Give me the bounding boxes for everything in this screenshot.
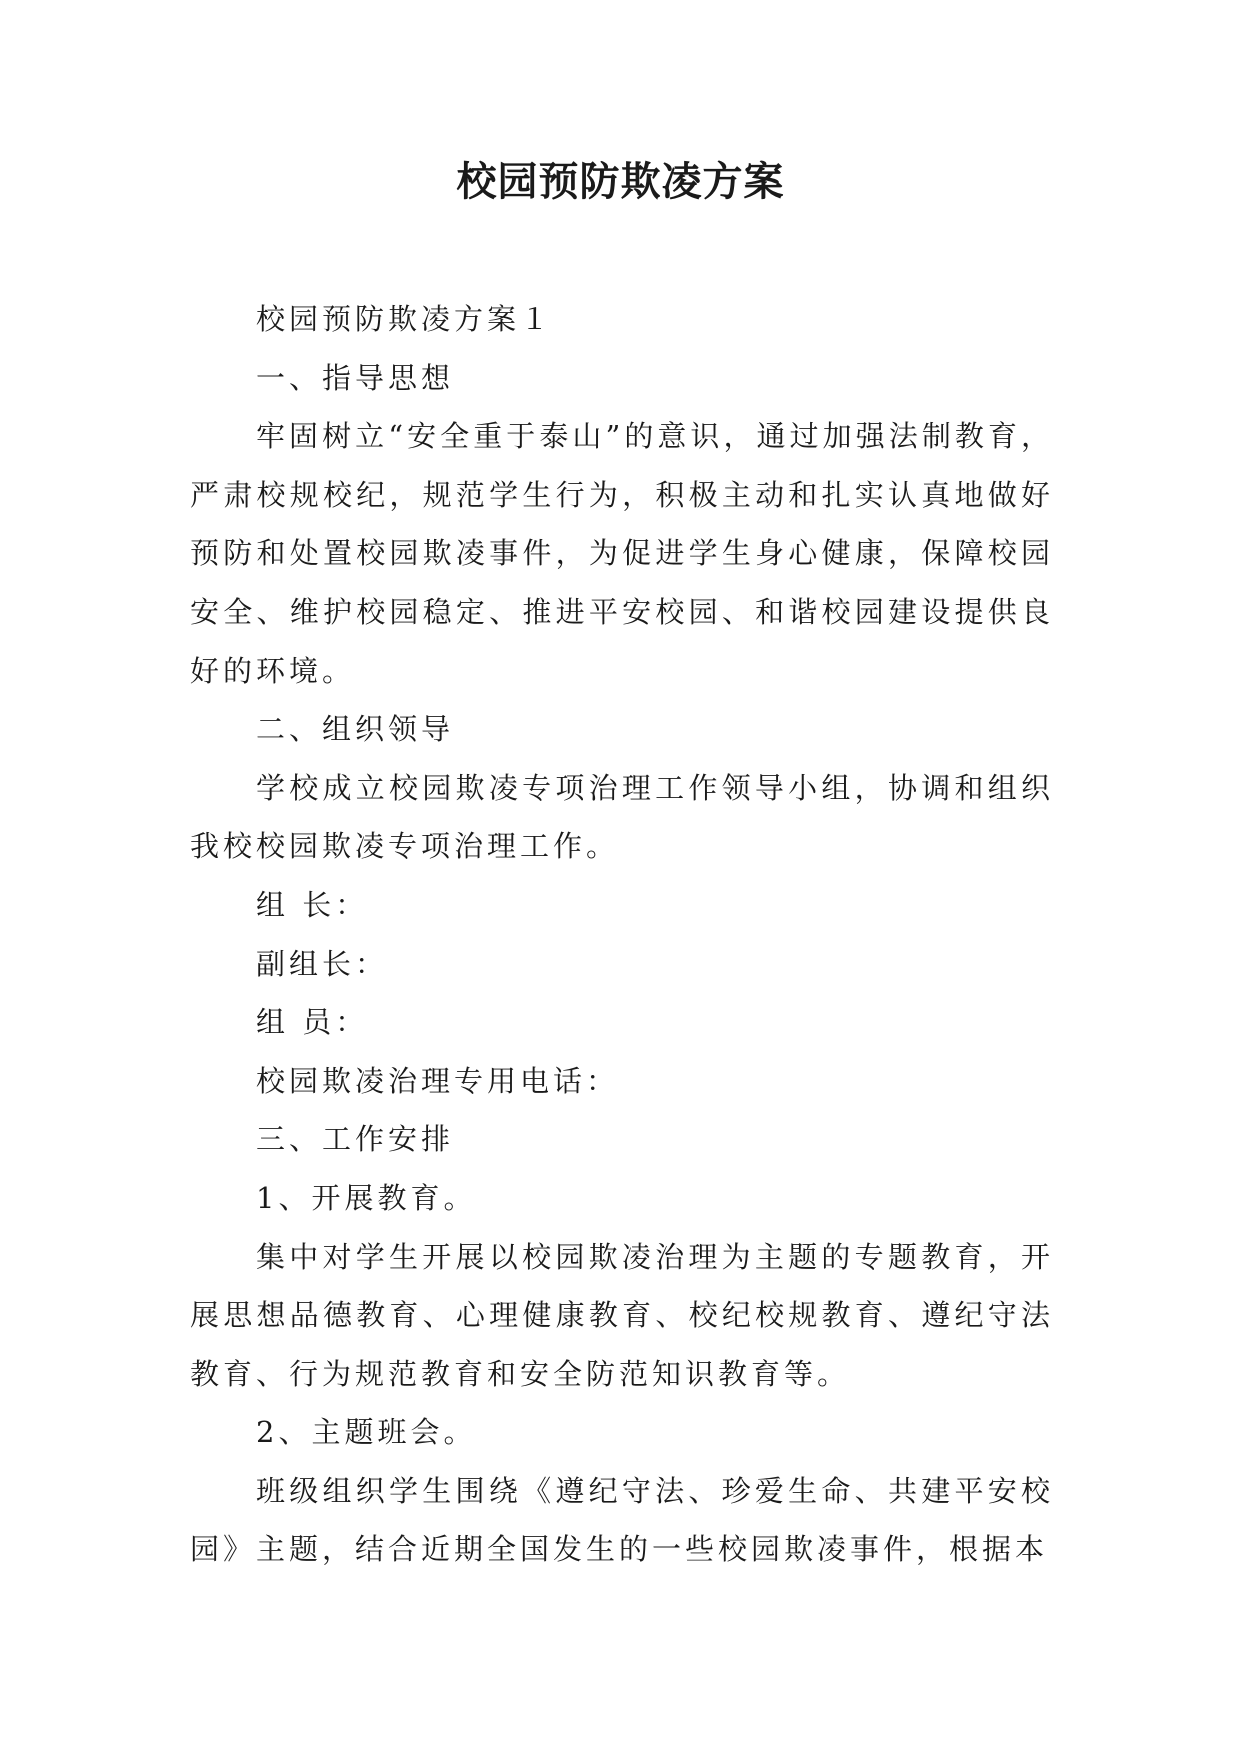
member-line: 组 员：	[256, 1005, 369, 1040]
document-body	[190, 290, 1054, 1579]
section-subtitle: 校园预防欺凌方案１	[256, 302, 554, 336]
leader-line: 组 长：	[256, 887, 369, 922]
deputy-leader-line: 副组长：	[256, 946, 389, 981]
heading-work-arrangement: 三、工作安排	[256, 1122, 455, 1157]
hotline-line: 校园欺凌治理专用电话：	[256, 1063, 620, 1098]
paragraph-education: 集中对学生开展以校园欺凌治理为主题的专题教育，开展思想品德教育、心理健康教育、校纪校规教育、遵纪守法教育、行为规范教育和安全防范知识教育等。	[190, 1239, 1054, 1391]
item-education-heading: 1、开展教育。	[256, 1180, 477, 1215]
paragraph-organization: 学校成立校园欺凌专项治理工作领导小组，协调和组织我校校园欺凌专项治理工作。	[190, 770, 1054, 864]
paragraph-guiding-ideology: 牢固树立“安全重于泰山”的意识，通过加强法制教育，严肃校规校纪，规范学生行为，积极主动和扎实认真地做好预防和处置校园欺凌事件，为促进学生身心健康，保障校园安全、维护校园稳定、推进平安校园、和谐校园建设提供良好的环境。	[190, 419, 1054, 688]
document-title: 校园预防欺凌方案	[456, 159, 785, 205]
heading-organization: 二、组织领导	[256, 712, 455, 747]
heading-guiding-ideology: 一、指导思想	[256, 360, 455, 395]
item-class-meeting-heading: 2、主题班会。	[256, 1415, 477, 1450]
paragraph-class-meeting: 班级组织学生围绕《遵纪守法、珍爱生命、共建平安校园》主题，结合近期全国发生的一些校园欺凌事件，根据本	[190, 1473, 1054, 1567]
